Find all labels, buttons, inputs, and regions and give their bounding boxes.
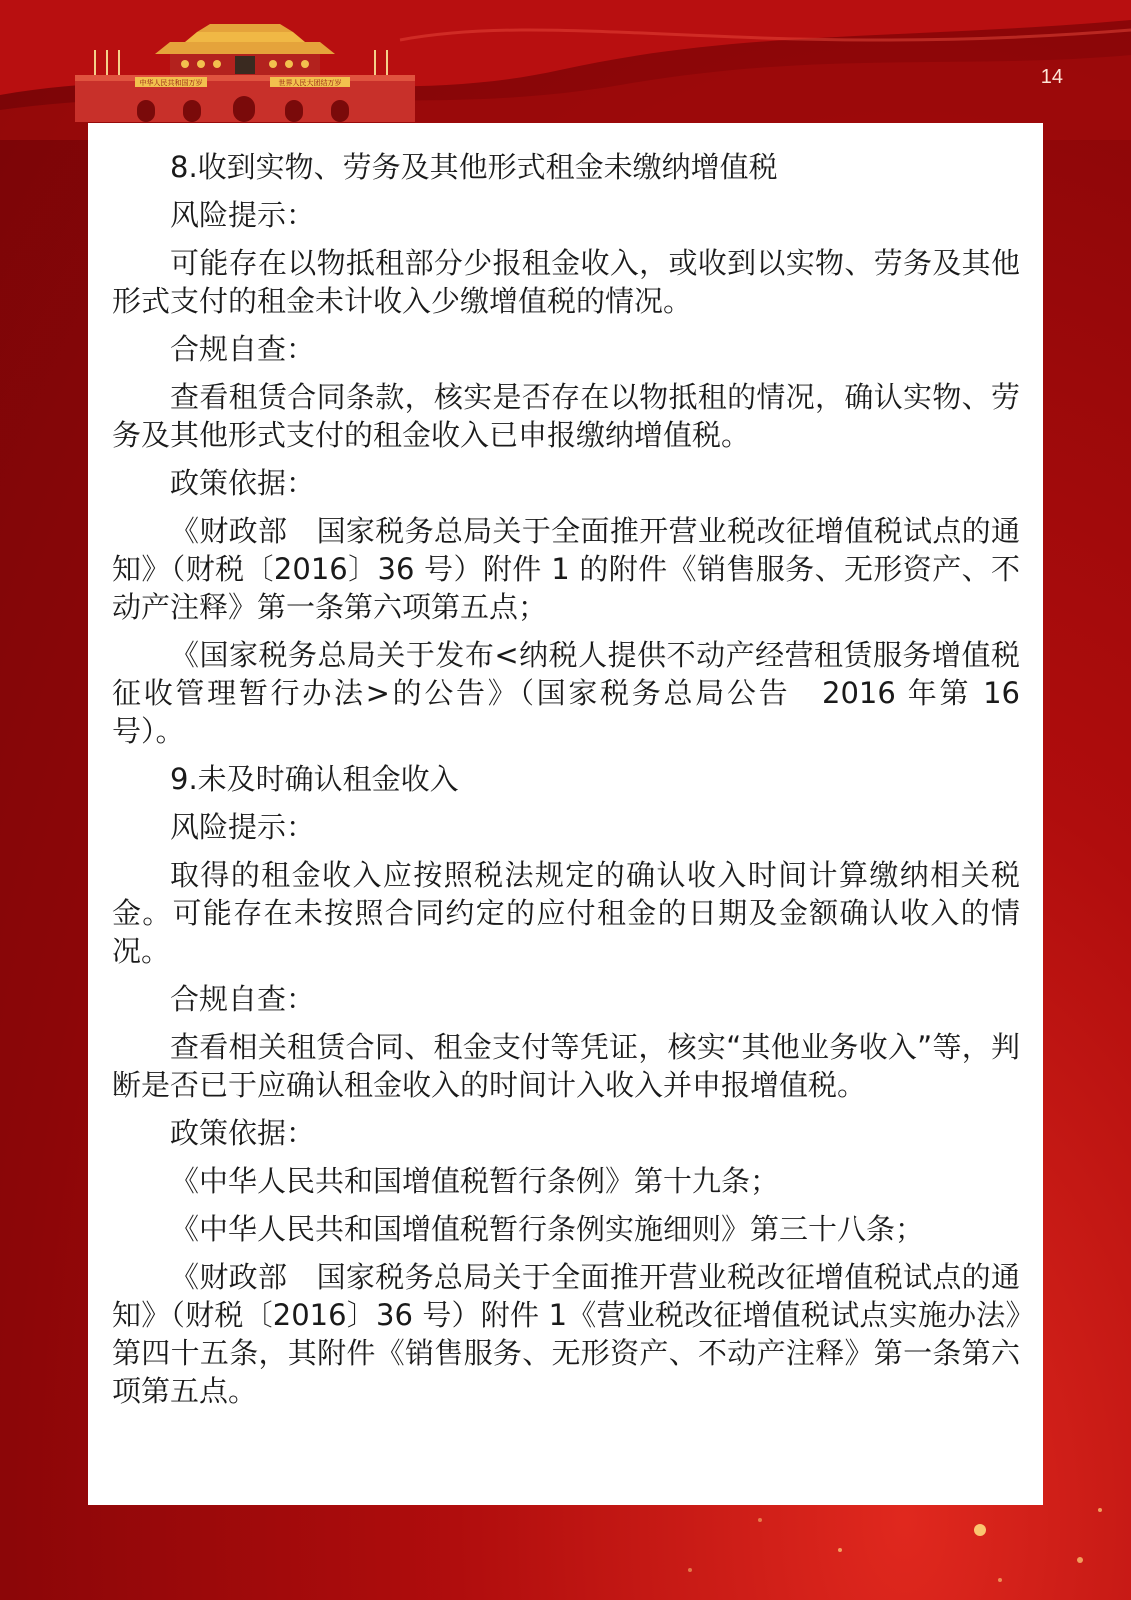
self-check-label: 合规自查：: [170, 982, 316, 1016]
document-content: [112, 148, 1020, 1420]
self-check-label: 合规自查：: [170, 332, 316, 366]
policy-item: 《财政部 国家税务总局关于全面推开营业税改征增值税试点的通知》（财税〔2016〕36 号）附件 1 的附件《销售服务、无形资产、不动产注释》第一条第六项第五点；: [112, 514, 1020, 624]
palace-banner-left: 中华人民共和国万岁: [139, 79, 203, 87]
policy-item: 《国家税务总局关于发布<纳税人提供不动产经营租赁服务增值税征收管理暂行办法>的公告》（国家税务总局公告 2016 年第 16 号）。: [112, 638, 1020, 748]
policy-item: 《中华人民共和国增值税暂行条例实施细则》第三十八条；: [170, 1212, 925, 1246]
self-check-text: 查看相关租赁合同、租金支付等凭证，核实“其他业务收入”等，判断是否已于应确认租金收入的时间计入收入并申报增值税。: [112, 1030, 1020, 1102]
palace-icon: [75, 20, 415, 122]
page-number: 14: [1040, 66, 1063, 88]
risk-text: 可能存在以物抵租部分少报租金收入，或收到以实物、劳务及其他形式支付的租金未计收入少缴增值税的情况。: [112, 246, 1020, 318]
section-9-title: 9.未及时确认租金收入: [170, 762, 459, 796]
section-8-title: 8.收到实物、劳务及其他形式租金未缴纳增值税: [170, 150, 778, 184]
self-check-text: 查看租赁合同条款，核实是否存在以物抵租的情况，确认实物、劳务及其他形式支付的租金收入已申报缴纳增值税。: [112, 380, 1020, 452]
palace-banner-right: 世界人民大团结万岁: [278, 79, 342, 87]
policy-item: 《财政部 国家税务总局关于全面推开营业税改征增值税试点的通知》（财税〔2016〕36 号）附件 1《营业税改征增值税试点实施办法》第四十五条，其附件《销售服务、无形资产、不动产注释》第一条第六项第五点。: [112, 1260, 1020, 1408]
policy-label: 政策依据：: [170, 466, 316, 500]
risk-label: 风险提示：: [170, 810, 316, 844]
policy-label: 政策依据：: [170, 1116, 316, 1150]
policy-item: 《中华人民共和国增值税暂行条例》第十九条；: [170, 1164, 780, 1198]
risk-label: 风险提示：: [170, 198, 316, 232]
risk-text: 取得的租金收入应按照税法规定的确认收入时间计算缴纳相关税金。可能存在未按照合同约定的应付租金的日期及金额确认收入的情况。: [112, 858, 1020, 968]
